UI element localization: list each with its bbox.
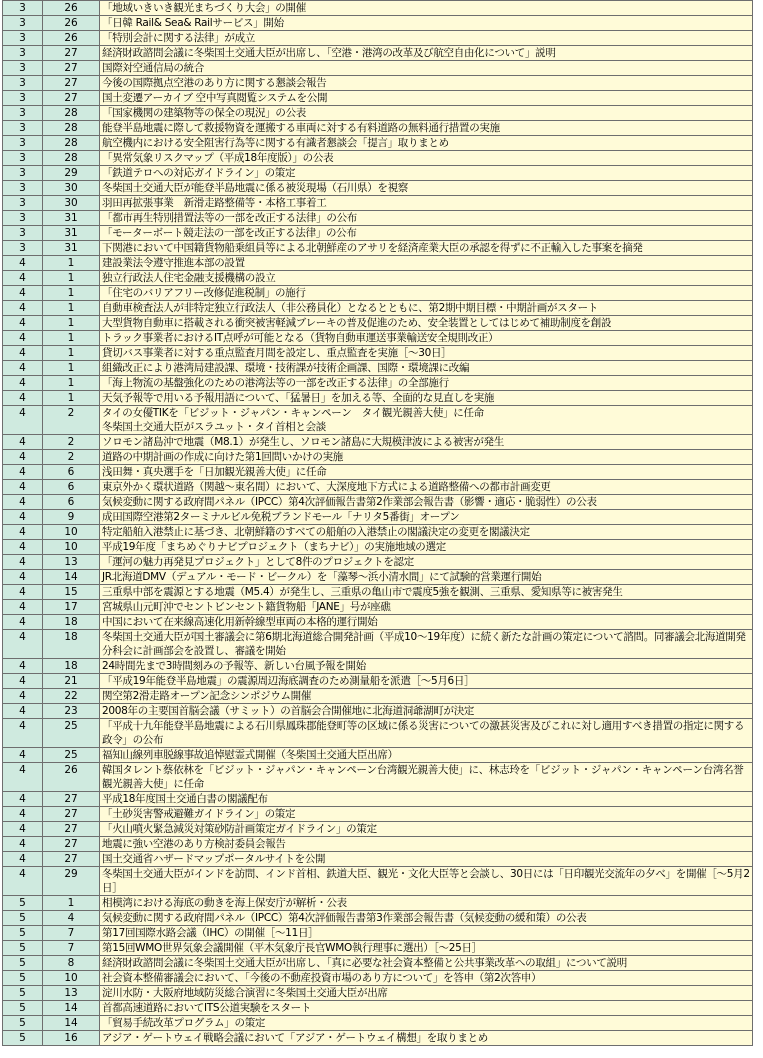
event-cell: 大型貨物自動車に搭載される衝突被害軽減ブレーキの普及促進のため、安全装置としてはじめて補助制度を創設 <box>100 316 753 331</box>
event-cell: 成田国際空港第2ターミナルビル免税ブランドモール「ナリタ5番街」オープン <box>100 510 753 525</box>
day-cell: 1 <box>43 896 100 911</box>
table-row <box>3 316 753 331</box>
table-row <box>3 763 753 792</box>
table-row <box>3 540 753 555</box>
event-cell: 首都高速道路においてITS公道実験をスタート <box>100 1001 753 1016</box>
month-cell: 3 <box>3 1 43 16</box>
day-cell: 13 <box>43 555 100 570</box>
month-cell: 5 <box>3 911 43 926</box>
event-cell: 三重県中部を震源とする地震（M5.4）が発生し、三重県の亀山市で震度5強を観測、三重県、愛知県等に被害発生 <box>100 585 753 600</box>
table-row <box>3 615 753 630</box>
table-row <box>3 822 753 837</box>
month-cell: 4 <box>3 435 43 450</box>
event-cell: 「モーターボート競走法の一部を改正する法律」の公布 <box>100 226 753 241</box>
event-cell: 航空機内における安全阻害行為等に関する有識者懇談会「提言」取りまとめ <box>100 136 753 151</box>
month-cell: 4 <box>3 525 43 540</box>
table-row <box>3 450 753 465</box>
day-cell: 27 <box>43 822 100 837</box>
table-row <box>3 331 753 346</box>
month-cell: 4 <box>3 704 43 719</box>
month-cell: 4 <box>3 346 43 361</box>
event-cell: 「平成十九年能登半島地震による石川県鳳珠郡能登町等の区域に係る災害についての激甚災害及びこれに対し適用すべき措置の指定に関する政令」の公布 <box>100 719 753 748</box>
day-cell: 14 <box>43 1001 100 1016</box>
table-row <box>3 61 753 76</box>
day-cell: 28 <box>43 121 100 136</box>
day-cell: 28 <box>43 106 100 121</box>
table-row <box>3 911 753 926</box>
month-cell: 4 <box>3 689 43 704</box>
table-row <box>3 659 753 674</box>
month-cell: 5 <box>3 956 43 971</box>
month-cell: 4 <box>3 630 43 659</box>
day-cell: 10 <box>43 540 100 555</box>
table-row <box>3 956 753 971</box>
event-cell: 建設業法令遵守推進本部の設置 <box>100 256 753 271</box>
day-cell: 31 <box>43 211 100 226</box>
event-cell: 「平成19年能登半島地震」の震源周辺海底調査のため測量船を派遣［～5月6日］ <box>100 674 753 689</box>
table-row <box>3 689 753 704</box>
event-cell: 下関港において中国籍貨物船乗組員等による北朝鮮産のアサリを経済産業大臣の承認を得ずに不正輸入した事案を摘発 <box>100 241 753 256</box>
table-row <box>3 46 753 61</box>
event-cell: 組織改正により港湾局建設課、環境・技術課が技術企画課、国際・環境課に改編 <box>100 361 753 376</box>
event-cell: 独立行政法人住宅金融支援機構の設立 <box>100 271 753 286</box>
day-cell: 27 <box>43 792 100 807</box>
event-cell: 特定船舶入港禁止に基づき、北朝鮮籍のすべての船舶の入港禁止の閣議決定の変更を閣議決定 <box>100 525 753 540</box>
month-cell: 4 <box>3 807 43 822</box>
event-cell: 「特別会計に関する法律」が成立 <box>100 31 753 46</box>
table-row <box>3 346 753 361</box>
event-cell: 経済財政諮問会議に冬柴国土交通大臣が出席し、「真に必要な社会資本整備と公共事業改革への取組」について説明 <box>100 956 753 971</box>
day-cell: 14 <box>43 570 100 585</box>
event-cell: 24時間先まで3時間刻みの予報等、新しい台風予報を開始 <box>100 659 753 674</box>
month-cell: 3 <box>3 211 43 226</box>
month-cell: 3 <box>3 241 43 256</box>
month-cell: 4 <box>3 615 43 630</box>
month-cell: 4 <box>3 540 43 555</box>
month-cell: 4 <box>3 361 43 376</box>
month-cell: 3 <box>3 91 43 106</box>
month-cell: 4 <box>3 495 43 510</box>
event-cell: 国土交通省ハザードマップポータルサイトを公開 <box>100 852 753 867</box>
day-cell: 1 <box>43 331 100 346</box>
month-cell: 4 <box>3 763 43 792</box>
day-cell: 27 <box>43 91 100 106</box>
table-row <box>3 971 753 986</box>
day-cell: 27 <box>43 837 100 852</box>
month-cell: 4 <box>3 822 43 837</box>
event-cell: 「貿易手続改革プログラム」の策定 <box>100 1016 753 1031</box>
table-row <box>3 286 753 301</box>
table-row <box>3 896 753 911</box>
table-row <box>3 1031 753 1046</box>
month-cell: 3 <box>3 46 43 61</box>
event-cell: 淀川水防・大阪府地域防災総合演習に冬柴国土交通大臣が出席 <box>100 986 753 1001</box>
table-row <box>3 585 753 600</box>
table-row <box>3 555 753 570</box>
day-cell: 27 <box>43 852 100 867</box>
event-cell: 第15回WMO世界気象会議開催（平木気象庁長官WMO執行理事に選出）［～25日］ <box>100 941 753 956</box>
table-row <box>3 391 753 406</box>
event-cell: 「海上物流の基盤強化のための港湾法等の一部を改正する法律」の全部施行 <box>100 376 753 391</box>
day-cell: 14 <box>43 1016 100 1031</box>
table-row <box>3 376 753 391</box>
month-cell: 4 <box>3 852 43 867</box>
event-cell: 「地域いきいき観光まちづくり大会」の開催 <box>100 1 753 16</box>
table-row <box>3 1001 753 1016</box>
event-cell: ソロモン諸島沖で地震（M8.1）が発生し、ソロモン諸島に大規模津波による被害が発生 <box>100 435 753 450</box>
event-cell: 冬柴国土交通大臣が能登半島地震に係る被災現場（石川県）を視察 <box>100 181 753 196</box>
event-cell: 「都市再生特別措置法等の一部を改正する法律」の公布 <box>100 211 753 226</box>
month-cell: 5 <box>3 896 43 911</box>
day-cell: 15 <box>43 585 100 600</box>
day-cell: 31 <box>43 226 100 241</box>
event-cell: 地震に強い空港のあり方検討委員会報告 <box>100 837 753 852</box>
month-cell: 4 <box>3 748 43 763</box>
event-cell: 道路の中期計画の作成に向けた第1回問いかけの実施 <box>100 450 753 465</box>
event-cell: 天気予報等で用いる予報用語について、「猛暑日」を加える等、全面的な見直しを実施 <box>100 391 753 406</box>
chronology-rows <box>3 1 753 1046</box>
table-row <box>3 211 753 226</box>
table-row <box>3 31 753 46</box>
month-cell: 4 <box>3 316 43 331</box>
event-cell: 相模湾における海底の動きを海上保安庁が解析・公表 <box>100 896 753 911</box>
table-row <box>3 704 753 719</box>
day-cell: 6 <box>43 480 100 495</box>
event-cell: タイの女優TIKを「ビジット・ジャパン・キャンペーン タイ観光親善大使」に任命 冬柴国土交通大臣がスラユット・タイ首相と会談 <box>100 406 753 435</box>
day-cell: 29 <box>43 166 100 181</box>
event-cell: 羽田再拡張事業 新滑走路整備等・本格工事着工 <box>100 196 753 211</box>
table-row <box>3 852 753 867</box>
table-row <box>3 435 753 450</box>
day-cell: 18 <box>43 615 100 630</box>
day-cell: 1 <box>43 361 100 376</box>
table-row <box>3 256 753 271</box>
month-cell: 4 <box>3 659 43 674</box>
day-cell: 25 <box>43 748 100 763</box>
day-cell: 1 <box>43 271 100 286</box>
event-cell: 「国家機関の建築物等の保全の現況」の公表 <box>100 106 753 121</box>
month-cell: 5 <box>3 1016 43 1031</box>
event-cell: 2008年の主要国首脳会議（サミット）の首脳会合開催地に北海道洞爺湖町が決定 <box>100 704 753 719</box>
month-cell: 4 <box>3 465 43 480</box>
day-cell: 1 <box>43 286 100 301</box>
month-cell: 4 <box>3 792 43 807</box>
day-cell: 21 <box>43 674 100 689</box>
day-cell: 6 <box>43 465 100 480</box>
day-cell: 30 <box>43 181 100 196</box>
month-cell: 4 <box>3 406 43 435</box>
month-cell: 4 <box>3 510 43 525</box>
table-row <box>3 16 753 31</box>
table-row <box>3 406 753 435</box>
table-row <box>3 630 753 659</box>
day-cell: 1 <box>43 376 100 391</box>
day-cell: 29 <box>43 867 100 896</box>
month-cell: 5 <box>3 1031 43 1046</box>
event-cell: 韓国タレント蔡依林を「ビジット・ジャパン・キャンペーン台湾観光親善大使」に、林志玲を「ビジット・ジャパン・キャンペーン台湾名誉観光親善大使」に任命 <box>100 763 753 792</box>
month-cell: 3 <box>3 61 43 76</box>
day-cell: 2 <box>43 435 100 450</box>
day-cell: 17 <box>43 600 100 615</box>
month-cell: 4 <box>3 570 43 585</box>
day-cell: 2 <box>43 450 100 465</box>
event-cell: 今後の国際拠点空港のあり方に関する懇談会報告 <box>100 76 753 91</box>
event-cell: 国土変遷アーカイブ 空中写真閲覧システムを公開 <box>100 91 753 106</box>
event-cell: 「住宅のバリアフリー改修促進税制」の施行 <box>100 286 753 301</box>
event-cell: 「異常気象リスクマップ（平成18年度版）」の公表 <box>100 151 753 166</box>
event-cell: 中国において在来線高速化用新幹線型車両の本格的運行開始 <box>100 615 753 630</box>
table-row <box>3 361 753 376</box>
month-cell: 5 <box>3 986 43 1001</box>
month-cell: 5 <box>3 971 43 986</box>
month-cell: 4 <box>3 719 43 748</box>
event-cell: 「土砂災害警戒避難ガイドライン」の策定 <box>100 807 753 822</box>
day-cell: 26 <box>43 1 100 16</box>
table-row <box>3 121 753 136</box>
chronology-table <box>2 0 753 1046</box>
event-cell: 平成19年度「まちめぐりナビプロジェクト（まちナビ）」の実施地域の選定 <box>100 540 753 555</box>
month-cell: 4 <box>3 376 43 391</box>
table-row <box>3 748 753 763</box>
table-row <box>3 1016 753 1031</box>
table-row <box>3 480 753 495</box>
table-row <box>3 807 753 822</box>
month-cell: 3 <box>3 106 43 121</box>
month-cell: 3 <box>3 76 43 91</box>
table-row <box>3 495 753 510</box>
table-row <box>3 301 753 316</box>
event-cell: 冬柴国土交通大臣がインドを訪問、インド首相、鉄道大臣、観光・文化大臣等と会談し、30日には「日印観光交流年の夕べ」を開催［～5月2日］ <box>100 867 753 896</box>
table-row <box>3 837 753 852</box>
day-cell: 7 <box>43 941 100 956</box>
day-cell: 16 <box>43 1031 100 1046</box>
month-cell: 4 <box>3 286 43 301</box>
day-cell: 18 <box>43 630 100 659</box>
table-row <box>3 91 753 106</box>
month-cell: 4 <box>3 331 43 346</box>
day-cell: 7 <box>43 926 100 941</box>
month-cell: 3 <box>3 181 43 196</box>
month-cell: 4 <box>3 867 43 896</box>
day-cell: 27 <box>43 807 100 822</box>
event-cell: 東京外かく環状道路（関越～東名間）において、大深度地下方式による道路整備への都市計画変更 <box>100 480 753 495</box>
event-cell: 能登半島地震に際して救援物資を運搬する車両に対する有料道路の無料通行措置の実施 <box>100 121 753 136</box>
table-row <box>3 196 753 211</box>
table-row <box>3 76 753 91</box>
day-cell: 27 <box>43 61 100 76</box>
table-row <box>3 867 753 896</box>
day-cell: 23 <box>43 704 100 719</box>
month-cell: 3 <box>3 166 43 181</box>
month-cell: 4 <box>3 271 43 286</box>
table-row <box>3 600 753 615</box>
day-cell: 1 <box>43 256 100 271</box>
table-row <box>3 136 753 151</box>
month-cell: 4 <box>3 674 43 689</box>
day-cell: 27 <box>43 46 100 61</box>
table-row <box>3 719 753 748</box>
month-cell: 3 <box>3 16 43 31</box>
month-cell: 4 <box>3 837 43 852</box>
month-cell: 4 <box>3 555 43 570</box>
day-cell: 30 <box>43 196 100 211</box>
day-cell: 1 <box>43 346 100 361</box>
day-cell: 26 <box>43 16 100 31</box>
month-cell: 3 <box>3 226 43 241</box>
day-cell: 25 <box>43 719 100 748</box>
event-cell: 「日韓 Rail& Sea& Railサービス」開始 <box>100 16 753 31</box>
event-cell: 平成18年度国土交通白書の閣議配布 <box>100 792 753 807</box>
day-cell: 27 <box>43 76 100 91</box>
event-cell: 気候変動に関する政府間パネル（IPCC）第4次評価報告書第3作業部会報告書（気候変動の緩和策）の公表 <box>100 911 753 926</box>
month-cell: 4 <box>3 480 43 495</box>
table-row <box>3 1 753 16</box>
event-cell: 貸切バス事業者に対する重点監査月間を設定し、重点監査を実施［～30日］ <box>100 346 753 361</box>
month-cell: 5 <box>3 1001 43 1016</box>
day-cell: 13 <box>43 986 100 1001</box>
table-row <box>3 525 753 540</box>
month-cell: 4 <box>3 301 43 316</box>
event-cell: 気候変動に関する政府間パネル（IPCC）第4次評価報告書第2作業部会報告書（影響・適応・脆弱性）の公表 <box>100 495 753 510</box>
day-cell: 26 <box>43 763 100 792</box>
day-cell: 8 <box>43 956 100 971</box>
day-cell: 28 <box>43 151 100 166</box>
event-cell: 社会資本整備審議会において、「今後の不動産投資市場のあり方について」を答申（第2次答申） <box>100 971 753 986</box>
day-cell: 1 <box>43 391 100 406</box>
event-cell: 「運河の魅力再発見プロジェクト」として8件のプロジェクトを認定 <box>100 555 753 570</box>
month-cell: 4 <box>3 256 43 271</box>
event-cell: 関空第2滑走路オープン記念シンポジウム開催 <box>100 689 753 704</box>
day-cell: 28 <box>43 136 100 151</box>
table-row <box>3 510 753 525</box>
month-cell: 3 <box>3 151 43 166</box>
month-cell: 5 <box>3 941 43 956</box>
table-row <box>3 941 753 956</box>
event-cell: 自動車検査法人が非特定独立行政法人（非公務員化）となるとともに、第2期中期目標・中期計画がスタート <box>100 301 753 316</box>
month-cell: 4 <box>3 585 43 600</box>
day-cell: 4 <box>43 911 100 926</box>
event-cell: 「鉄道テロへの対応ガイドライン」の策定 <box>100 166 753 181</box>
day-cell: 1 <box>43 316 100 331</box>
table-row <box>3 674 753 689</box>
event-cell: 「火山噴火緊急減災対策砂防計画策定ガイドライン」の策定 <box>100 822 753 837</box>
table-row <box>3 792 753 807</box>
day-cell: 2 <box>43 406 100 435</box>
month-cell: 3 <box>3 31 43 46</box>
month-cell: 3 <box>3 196 43 211</box>
table-row <box>3 241 753 256</box>
month-cell: 3 <box>3 121 43 136</box>
day-cell: 31 <box>43 241 100 256</box>
event-cell: アジア・ゲートウェイ戦略会議において「アジア・ゲートウェイ構想」を取りまとめ <box>100 1031 753 1046</box>
table-row <box>3 926 753 941</box>
table-row <box>3 271 753 286</box>
event-cell: 経済財政諮問会議に冬柴国土交通大臣が出席し、「空港・港湾の改革及び航空自由化について」説明 <box>100 46 753 61</box>
month-cell: 4 <box>3 391 43 406</box>
day-cell: 6 <box>43 495 100 510</box>
table-row <box>3 570 753 585</box>
day-cell: 10 <box>43 971 100 986</box>
event-cell: 宮城県山元町沖でセントビンセント籍貨物船「JANE」号が座礁 <box>100 600 753 615</box>
table-row <box>3 106 753 121</box>
event-cell: トラック事業者におけるIT点呼が可能となる（貨物自動車運送事業輸送安全規則改正） <box>100 331 753 346</box>
table-row <box>3 226 753 241</box>
event-cell: 浅田舞・真央選手を「日加観光親善大使」に任命 <box>100 465 753 480</box>
day-cell: 26 <box>43 31 100 46</box>
month-cell: 5 <box>3 926 43 941</box>
table-row <box>3 986 753 1001</box>
event-cell: 福知山線列車脱線事故追悼慰霊式開催（冬柴国土交通大臣出席） <box>100 748 753 763</box>
month-cell: 4 <box>3 450 43 465</box>
month-cell: 3 <box>3 136 43 151</box>
day-cell: 9 <box>43 510 100 525</box>
table-row <box>3 465 753 480</box>
day-cell: 1 <box>43 301 100 316</box>
event-cell: 第17回国際水路会議（IHC）の開催［～11日］ <box>100 926 753 941</box>
table-row <box>3 166 753 181</box>
event-cell: 国際対空通信局の統合 <box>100 61 753 76</box>
event-cell: 冬柴国土交通大臣が国土審議会に第6期北海道総合開発計画（平成10～19年度）に続く新たな計画の策定について諮問。同審議会北海道開発分科会に計画部会を設置し、審議を開始 <box>100 630 753 659</box>
table-row <box>3 151 753 166</box>
day-cell: 10 <box>43 525 100 540</box>
event-cell: JR北海道DMV（デュアル・モード・ビークル）を「藻琴～浜小清水間」にて試験的営業運行開始 <box>100 570 753 585</box>
table-row <box>3 181 753 196</box>
day-cell: 18 <box>43 659 100 674</box>
day-cell: 22 <box>43 689 100 704</box>
month-cell: 4 <box>3 600 43 615</box>
